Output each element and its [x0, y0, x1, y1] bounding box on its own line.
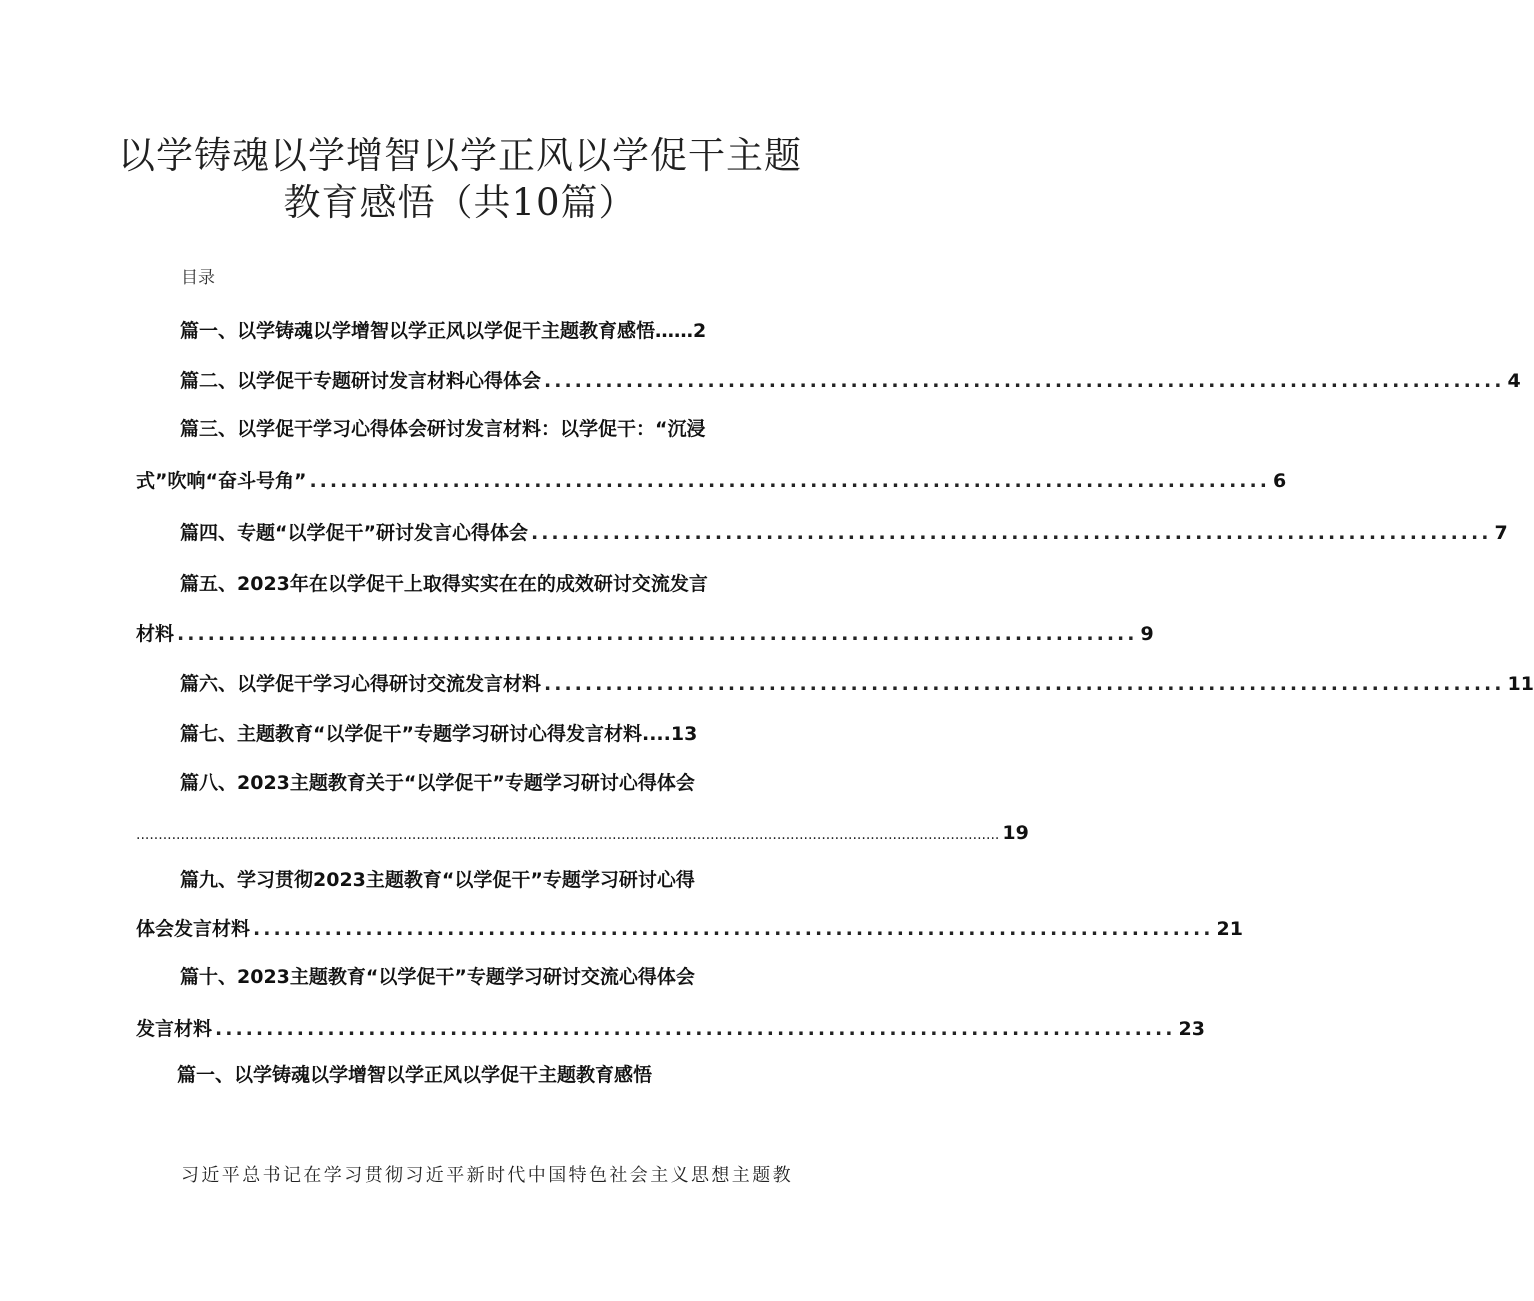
toc-entry-page: 23 [1178, 1018, 1205, 1040]
toc-entry-title: 篇二、以学促干专题研讨发言材料心得体会 [180, 370, 542, 392]
toc-entry-title: 篇四、专题“以学促干”研讨发言心得体会 [180, 522, 528, 544]
toc-entry-title-continued: 式”吹响“奋斗号角” [136, 470, 307, 492]
toc-entry-7[interactable] [180, 725, 697, 744]
document-title-line-1: 以学铸魂以学增智以学正风以学促干主题 [118, 134, 802, 177]
toc-entry-title-continued: 材料 [136, 623, 175, 645]
toc-entry-2[interactable] [180, 370, 1521, 392]
toc-dot-leader: .............................................................................................. [309, 470, 1270, 492]
toc-entry-title: 篇七、主题教育“以学促干”专题学习研讨心得发言材料.... [180, 723, 671, 745]
toc-entry-page: 21 [1216, 918, 1243, 940]
toc-entry-title: 篇九、学习贯彻2023主题教育“以学促干”专题学习研讨心得 [180, 869, 695, 891]
toc-entry-3[interactable] [180, 420, 706, 439]
toc-dot-leader: .............................................................................................. [544, 673, 1505, 695]
section-heading: 篇一、以学铸魂以学增智以学正风以学促干主题教育感悟 [177, 1064, 653, 1086]
toc-entry-8[interactable] [180, 774, 695, 793]
toc-entry-3-continuation[interactable] [136, 470, 1287, 492]
toc-entry-page: 13 [670, 723, 698, 745]
toc-dot-leader: .............................................................................................. [215, 1018, 1176, 1040]
toc-entry-title-continued: 体会发言材料 [136, 918, 251, 940]
toc-entry-title: 篇五、2023年在以学促干上取得实实在在的成效研讨交流发言 [180, 573, 708, 595]
toc-entry-5[interactable] [180, 575, 708, 594]
toc-entry-title: 篇十、2023主题教育“以学促干”专题学习研讨交流心得体会 [180, 966, 695, 988]
toc-entry-10[interactable] [180, 968, 695, 987]
toc-entry-page: 2 [693, 320, 707, 342]
toc-entry-6[interactable] [180, 673, 1534, 695]
toc-dot-leader: .............................................................................................. [177, 623, 1138, 645]
toc-entry-9[interactable] [180, 871, 695, 890]
toc-entry-title: 篇三、以学促干学习心得体会研讨发言材料：以学促干：“沉浸 [180, 418, 706, 440]
toc-dot-leader: .............................................................................................. [544, 370, 1505, 392]
toc-dot-leader: .............................................................................................. [253, 918, 1214, 940]
toc-entry-1[interactable] [180, 322, 776, 341]
body-paragraph-line: 习近平总书记在学习贯彻习近平新时代中国特色社会主义思想主题教 [181, 1165, 793, 1186]
toc-entry-page: 11 [1507, 673, 1534, 695]
toc-entry-5-continuation[interactable] [136, 623, 1154, 645]
toc-entry-page: 7 [1494, 522, 1508, 544]
toc-entry-10-continuation[interactable] [136, 1018, 1205, 1040]
toc-dot-leader: .............................................................................................. [530, 522, 1492, 544]
toc-entry-9-continuation[interactable] [136, 918, 1243, 940]
toc-heading: 目录 [181, 268, 215, 288]
toc-entry-page: 19 [1002, 822, 1029, 844]
toc-dot-leader: .................................................................................................................................................................................................. [136, 827, 1000, 843]
toc-entry-page: 6 [1272, 470, 1287, 492]
toc-entry-title: 篇六、以学促干学习心得研讨交流发言材料 [180, 673, 542, 695]
document-title-line-2: 教育感悟（共10篇） [283, 181, 637, 224]
toc-entry-title: 篇一、以学铸魂以学增智以学正风以学促干主题教育感悟…… [180, 320, 694, 342]
toc-entry-title: 篇八、2023主题教育关于“以学促干”专题学习研讨心得体会 [180, 772, 695, 794]
toc-entry-page: 4 [1507, 370, 1521, 392]
toc-entry-page: 9 [1140, 623, 1154, 645]
toc-entry-4[interactable] [180, 522, 1508, 544]
toc-entry-title-continued: 发言材料 [136, 1018, 213, 1040]
toc-entry-8-continuation[interactable] [136, 822, 1029, 844]
